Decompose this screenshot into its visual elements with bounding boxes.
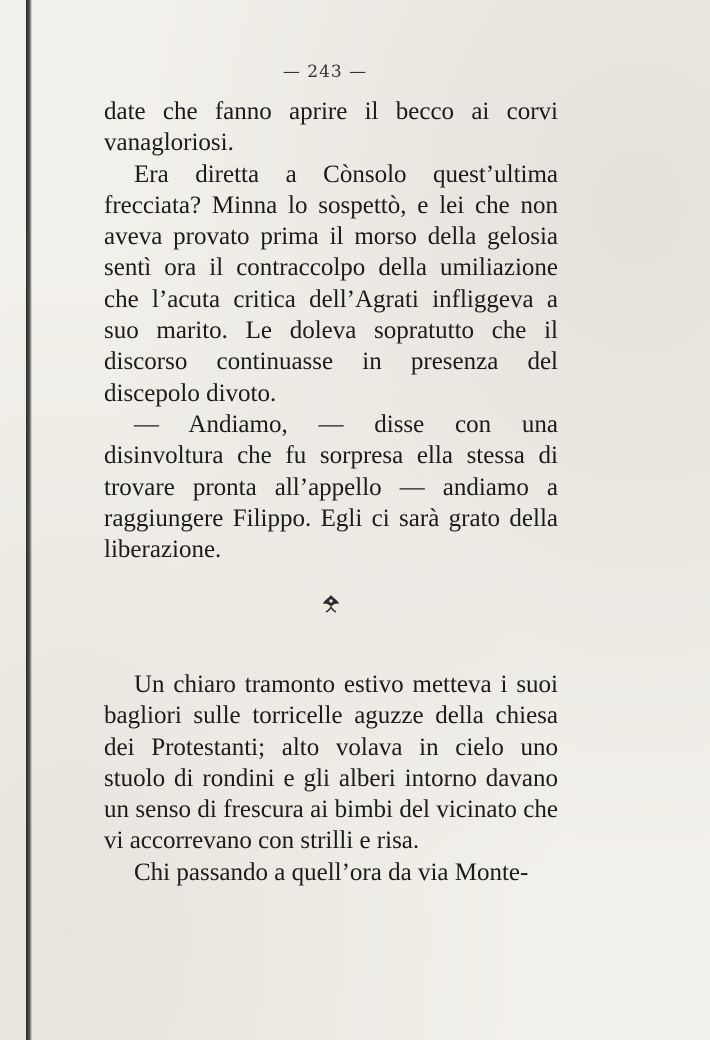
paragraph: Era diretta a Cònsolo quest’ultima frecciata? Minna lo sospettò, e lei che non aveva provato prima il morso della gelosia sentì ora il contraccolpo della umiliazione che l’acuta critica dell’Agrati infliggeva a suo marito. Le doleva sopratutto che il discorso continuasse in presenza del discepolo divoto.: [104, 160, 558, 407]
page-number: — 243 —: [282, 62, 368, 82]
paragraph-continued: date che fanno aprire il becco ai corvi vanagloriosi.: [104, 98, 558, 157]
paragraph-dialogue: — Andiamo, — disse con una disinvoltura che fu sorpresa ella stessa di trovare pronta all’appello — andiamo a raggiungere Filippo. Egli ci sarà grato della liberazione.: [104, 410, 558, 564]
text-section-1: [104, 96, 558, 565]
text-section-2: [104, 669, 558, 888]
paragraph: Un chiaro tramonto estivo metteva i suoi bagliori sulle torricelle aguzze della chiesa dei Protestanti; alto volava in cielo uno stuolo di rondini e gli alberi intorno davano un senso di frescura ai bimbi del vicinato che vi accorrevano con strilli e risa.: [104, 671, 558, 855]
section-break-ornament-icon: [320, 592, 342, 614]
paragraph-continues: Chi passando a quell’ora da via Monte-: [134, 858, 529, 886]
binding-edge: [26, 0, 32, 1040]
